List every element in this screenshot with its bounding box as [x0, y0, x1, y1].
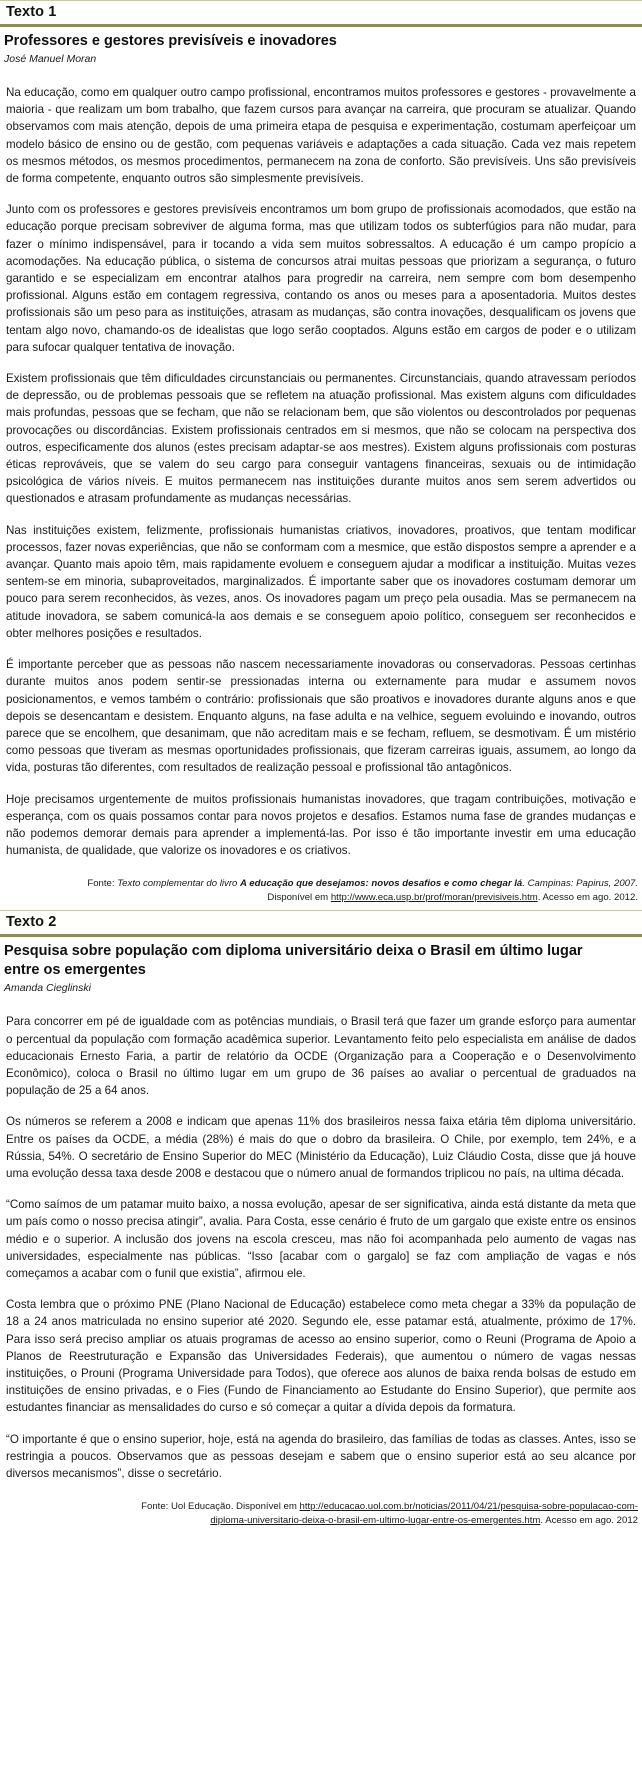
texto2-author: Amanda Cieglinski	[4, 982, 91, 995]
source-link-line2[interactable]: diploma-universitario-deixa-o-brasil-em-ultimo-lugar-entre-os-emergentes.htm	[210, 1514, 541, 1526]
source-prefix: Fonte:	[87, 878, 118, 890]
texto1-author: José Manuel Moran	[4, 53, 97, 65]
section-header-texto1	[0, 0, 642, 27]
section-header-texto2	[0, 910, 642, 937]
source-italic-after: . Campinas: Papirus, 2007.	[522, 878, 638, 890]
paragraph: Para concorrer em pé de igualdade com as potências mundiais, o Brasil terá que fazer um grande esforço para aumentar o percentual da população com formação acadêmica superior. Levantamento feito pelo especialista em análise de dados educacionais Ernesto Faria, a partir de relatório da OCDE (Organização para a Cooperação e o Desenvolvimento Econômico), coloca o Brasil no último lugar em um grupo de 36 países ao avaliar o percentual de graduados na população de 25 a 64 anos.	[6, 1015, 636, 1098]
paragraph: Costa lembra que o próximo PNE (Plano Nacional de Educação) estabelece como meta chegar a 33% da população de 18 a 24 anos matriculada no ensino superior até 2020. Segundo ele, esse patamar está, atualmente, próximo de 17%. Para isso será preciso ampliar os atuais programas de acesso ao ensino superior, como o Reuni (Programa de Apoio a Planos de Reestruturação e Expansão das Universidades Federais), que aumentou o número de vagas nessas instituições, o Prouni (Programa Universidade para Todos), que oferece aos alunos de baixa renda bolsas de estudo em instituições de ensino privadas, e o Fies (Fundo de Financiamento ao Estudante do Ensino Superior), que permite aos estudantes financiar as mensalidades do curso e só começar a quitar a dívida depois da formatura.	[6, 1298, 636, 1415]
texto2-title: Pesquisa sobre população com diploma universitário deixa o Brasil em último lugar entre os emergentes	[4, 943, 583, 979]
source-access-date: . Acesso em ago. 2012	[540, 1514, 638, 1526]
texto1-source	[0, 877, 642, 904]
source-link-line1[interactable]: http://educacao.uol.com.br/noticias/2011/04/21/pesquisa-sobre-populacao-com-	[299, 1501, 638, 1513]
paragraph: Existem profissionais que têm dificuldades circunstanciais ou permanentes. Circunstanciais, quando atravessam períodos de depressão, ou de problemas pessoais que se refletem na atuação profissional. Mas existem alguns com dificuldades mais profundas, pessoas que se fecham, que não se relacionam bem, que são violentos ou descontrolados por pequenas provocações ou discordâncias. Existem profissionais centrados em si mesmos, que não se colocam na perspectiva dos outros, especificamente dos alunos (estes precisam adaptar-se aos mestres). Existem alguns profissionais com posturas éticas reprováveis, que se valem do seu cargo para conseguir vantagens financeiras, sexuais ou de intimidação psicológica de vários níveis. E muitos permanecem nas instituições durante muitos anos sem serem advertidos ou questionados e atrasam profundamente as mudanças necessárias.	[6, 372, 636, 506]
paragraph: “O importante é que o ensino superior, hoje, está na agenda do brasileiro, das famílias de todas as classes. Antes, isso se restringia a poucos. Observamos que as pessoas desejam e sabem que o ensino superior está ao seu alcance por diversos mecanismos”, disse o secretário.	[6, 1432, 636, 1480]
texto1-body	[0, 84, 642, 859]
paragraph: Os números se referem a 2008 e indicam que apenas 11% dos brasileiros nessa faixa etária têm diploma universitário. Entre os países da OCDE, a média (28%) é mais do que o dobro da brasileira. O Chile, por exemplo, tem 24%, e a Rússia, 54%. O secretário de Ensino Superior do MEC (Ministério da Educação), Luiz Cláudio Costa, disse que já houve uma evolução dessa taxa desde 2008 e destacou que o número anual de formandos triplicou no país, na ultima década.	[6, 1115, 636, 1180]
paragraph: Na educação, como em qualquer outro campo profissional, encontramos muitos professores e gestores - provavelmente a maioria - que realizam um bom trabalho, que fazem cursos para avançar na carreira, que procuram se atualizar. Quando observamos com mais atenção, depois de uma primeira etapa de pesquisa e experimentação, costumam aperfeiçoar um modelo básico de ensino ou de gestão, com pequenas variáveis e adaptações a cada situação. Cada vez mais repetem os mesmos métodos, os mesmos procedimentos, permanecem na zona de conforto. São previsíveis. Uns são previsíveis de forma competente, enquanto outros são simplesmente previsíveis.	[6, 86, 636, 186]
source-link[interactable]: http://www.eca.usp.br/prof/moran/previsiveis.htm	[330, 891, 538, 903]
texto1-title: Professores e gestores previsíveis e inovadores	[4, 33, 337, 49]
source-available-label: Disponível em	[267, 891, 331, 903]
source-access-date: . Acesso em ago. 2012.	[537, 891, 638, 903]
source-prefix: Fonte: Uol Educação. Disponível em	[141, 1501, 300, 1513]
paragraph: “Como saímos de um patamar muito baixo, a nossa evolução, apesar de ser significativa, ainda está distante da meta que um país como o nosso precisa atingir”, avalia. Para Costa, esse cenário é fruto de um gargalo que existe entre os ensinos médio e o superior. A inclusão dos jovens na escola cresceu, mas não foi acompanhada pelo aumento de vagas nas universidades, especialmente nas públicas. “Isso [acabar com o gargalo] se faz com ampliação de vagas e nós começamos a acabar com o funil que existia”, afirmou ele.	[6, 1198, 636, 1280]
texto2-body	[0, 1013, 642, 1482]
texto2-source	[0, 1500, 642, 1527]
paragraph: É importante perceber que as pessoas não nascem necessariamente inovadoras ou conservadoras. Pessoas certinhas durante muitos anos podem sentir-se pressionadas interna ou externamente para mudar e assumem novos posicionamentos, e vemos também o contrário: profissionais que são proativos e inovadores durante alguns anos e que depois se desencantam e desistem. Enquanto alguns, na fase adulta e na velhice, seguem evoluindo e inovando, outros parece que se encolhem, que desanimam, que não acreditam mais e se fecham, refluem, se desmotivam. É um mistério como pessoas que tiveram as mesmas oportunidades profissionais, que fizeram carreiras iguais, assumem, ao longo da vida, posturas tão diferentes, com resultados de realização pessoal e profissional tão antagônicos.	[6, 658, 636, 775]
section-label-texto1: Texto 1	[6, 4, 57, 20]
source-book-title: A educação que desejamos: novos desafios e como chegar lá	[240, 878, 523, 890]
source-italic-before: Texto complementar do livro	[117, 878, 241, 890]
paragraph: Junto com os professores e gestores previsíveis encontramos um bom grupo de profissionais acomodados, que estão na educação porque precisam sobreviver de alguma forma, mas que utilizam todos os subterfúgios para não mudar, para fazer o mínimo indispensável, para ir tocando a vida sem muitos sobressaltos. A educação é um campo propício a acomodações. Na educação pública, o sistema de concursos atrai muitas pessoas que priorizam a segurança, o futuro garantido e se especializam em encontrar atalhos para progredir na carreira, nem sempre com bom desempenho profissional. Alguns estão em contagem regressiva, contando os anos ou meses para a aposentadoria. Muitos destes profissionais são um peso para as instituições, atrasam as mudanças, são contra inovações, desqualificam os jovens que tentam algo novo, chamando-os de idealistas que logo serão cooptados. Alguns estão em cargos de poder e o utilizam para sufocar qualquer tentativa de inovação.	[6, 203, 636, 354]
paragraph: Hoje precisamos urgentemente de muitos profissionais humanistas inovadores, que tragam contribuições, motivação e esperança, com os quais possamos contar para novos projetos e desafios. Estamos numa fase de grandes mudanças e não podemos demorar demais para aprender a implementá-las. Por isso é tão importante investir em uma educação humanista, de qualidade, que valorize os inovadores e os criativos.	[6, 792, 636, 858]
section-label-texto2: Texto 2	[6, 914, 57, 931]
paragraph: Nas instituições existem, felizmente, profissionais humanistas criativos, inovadores, proativos, que tentam modificar processos, fazer novas experiências, que não se conformam com a mesmice, que estão dispostos sempre a aprender e a avançar. Quanto mais apoio têm, mais rapidamente evoluem e conseguem ajudar a modificar a instituição. Muitas vezes sentem-se em minoria, subaproveitados, marginalizados. É importante saber que os inovadores costumam demorar um pouco para serem reconhecidos, às vezes, anos. Os inovadores pagam um preço pela ousadia. Mas se permanecem na atitude inovadora, se sabem comunicá-la aos demais e se conseguem apoio político, conseguem ser reconhecidos e obter melhores posições e resultados.	[6, 523, 636, 640]
